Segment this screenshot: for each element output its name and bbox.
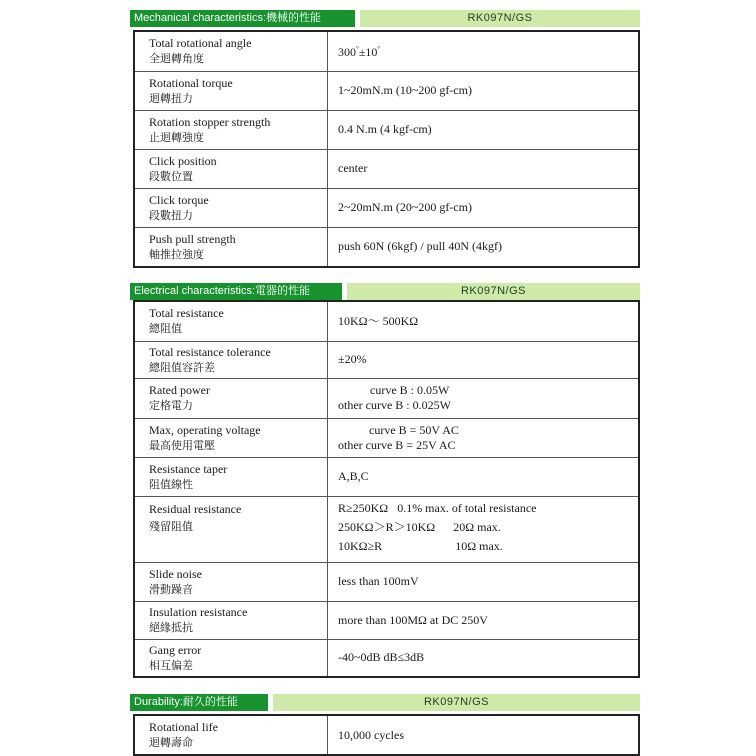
- table-row: [134, 71, 639, 110]
- spec-value: more than 100MΩ at DC 250V: [328, 601, 640, 639]
- value-limit: 10Ω max.: [455, 538, 503, 553]
- value-limit: 20Ω max.: [453, 519, 501, 534]
- spec-value: center: [328, 149, 640, 188]
- value-main: 300: [338, 45, 356, 60]
- spec-value: 0.4 N.m (4 kgf-cm): [328, 110, 640, 149]
- table-row: [134, 418, 639, 457]
- degree-sign: °: [377, 45, 381, 54]
- label-zh: 段數位置: [149, 169, 193, 183]
- spec-value: [328, 418, 640, 457]
- value-line: curve B : 0.05W: [370, 383, 450, 397]
- spec-label: [134, 110, 328, 149]
- spec-label: [134, 496, 328, 562]
- spec-value: 2~20mN.m (20~200 gf-cm): [328, 188, 640, 227]
- table-row: [134, 110, 639, 149]
- label-zh: 迴轉壽命: [149, 736, 193, 749]
- spec-value: 10KΩ～ 500KΩ: [328, 301, 640, 341]
- spec-value: -40~0dB dB≤3dB: [328, 639, 640, 677]
- table-row: [134, 188, 639, 227]
- label-zh: 殘留阻值: [149, 519, 193, 533]
- label-zh: 全迴轉角度: [149, 52, 204, 66]
- label-zh: 總阻值: [149, 322, 182, 336]
- label-en: Total resistance tolerance: [149, 344, 271, 359]
- label-en: Rated power: [149, 383, 210, 397]
- spec-label: [134, 639, 328, 677]
- spec-label: [134, 562, 328, 601]
- value-condition: 10KΩ≥R: [338, 538, 383, 553]
- table-row: [134, 301, 639, 341]
- mechanical-table: [133, 30, 640, 268]
- label-zh: 段數扭力: [149, 208, 193, 222]
- table-row: [134, 378, 639, 418]
- label-en: Resistance taper: [149, 461, 228, 476]
- label-en: Gang error: [149, 642, 202, 657]
- spec-value: ±20%: [328, 341, 640, 378]
- durability-header-title: Durability:耐久的性能: [130, 694, 268, 711]
- spec-label: [134, 301, 328, 341]
- label-en: Rotational torque: [149, 75, 233, 90]
- spec-value: A,B,C: [328, 457, 640, 496]
- mechanical-header-model: RK097N/GS: [360, 10, 640, 27]
- degree-sign: °: [356, 45, 359, 54]
- label-en: Rotation stopper strength: [149, 114, 271, 129]
- table-row: [134, 639, 639, 677]
- label-zh: 滑動躁音: [149, 582, 193, 596]
- spec-label: [134, 71, 328, 110]
- spec-label: [134, 378, 328, 418]
- label-en: Max, operating voltage: [149, 422, 261, 437]
- spec-label: [134, 418, 328, 457]
- durability-table: [133, 714, 640, 756]
- label-zh: 定格電力: [149, 399, 193, 412]
- label-en: Click position: [149, 153, 217, 168]
- table-row: [134, 341, 639, 378]
- label-zh: 相互偏差: [149, 658, 193, 672]
- table-row: [134, 496, 639, 562]
- table-row: [134, 601, 639, 639]
- spec-value: 1~20mN.m (10~200 gf-cm): [328, 71, 640, 110]
- value-line: other curve B : 0.025W: [338, 398, 451, 412]
- spec-label: [134, 601, 328, 639]
- spec-value: 10,000 cycles: [328, 715, 640, 755]
- label-zh: 最高使用電壓: [149, 438, 215, 452]
- value-limit: 0.1% max. of total resistance: [397, 500, 537, 515]
- value-tolerance: ±10: [358, 45, 378, 60]
- label-zh: 絕緣抵抗: [149, 621, 193, 634]
- spec-value: [328, 31, 640, 71]
- table-row: [134, 31, 639, 71]
- spec-value: less than 100mV: [328, 562, 640, 601]
- label-en: Insulation resistance: [149, 605, 248, 619]
- label-zh: 軸推拉強度: [149, 247, 204, 261]
- spec-label: [134, 31, 328, 71]
- table-row: [134, 562, 639, 601]
- spec-label: [134, 715, 328, 755]
- label-en: Rotational life: [149, 720, 218, 734]
- label-en: Slide noise: [149, 566, 202, 581]
- label-en: Residual resistance: [149, 501, 242, 516]
- spec-value: push 60N (6kgf) / pull 40N (4kgf): [328, 227, 640, 267]
- table-row: [134, 149, 639, 188]
- durability-header-model: RK097N/GS: [273, 694, 640, 711]
- mechanical-header-title: Mechanical characteristics:機械的性能: [130, 10, 355, 27]
- spec-label: [134, 149, 328, 188]
- value-condition: R≥250KΩ: [338, 500, 389, 515]
- electrical-header-model: RK097N/GS: [347, 283, 640, 300]
- value-condition: 250KΩ＞R＞10KΩ: [338, 519, 436, 534]
- label-zh: 迴轉扭力: [149, 91, 193, 105]
- spec-label: [134, 188, 328, 227]
- label-en: Click torque: [149, 192, 209, 207]
- spec-value: [328, 378, 640, 418]
- value-line: curve B = 50V AC: [369, 422, 459, 437]
- electrical-table: [133, 300, 640, 678]
- table-row: [134, 715, 639, 755]
- label-zh: 阻值線性: [149, 477, 193, 491]
- spec-label: [134, 457, 328, 496]
- spec-label: [134, 341, 328, 378]
- electrical-header-title: Electrical characteristics:電器的性能: [130, 283, 342, 300]
- spec-label: [134, 227, 328, 267]
- label-zh: 總阻值容許差: [149, 360, 215, 374]
- table-row: [134, 457, 639, 496]
- label-en: Total resistance: [149, 306, 224, 321]
- table-row: [134, 227, 639, 267]
- value-line: other curve B = 25V AC: [338, 437, 456, 452]
- label-zh: 止迴轉強度: [149, 130, 204, 144]
- label-en: Total rotational angle: [149, 36, 252, 51]
- label-en: Push pull strength: [149, 231, 236, 246]
- spec-value: [328, 496, 640, 562]
